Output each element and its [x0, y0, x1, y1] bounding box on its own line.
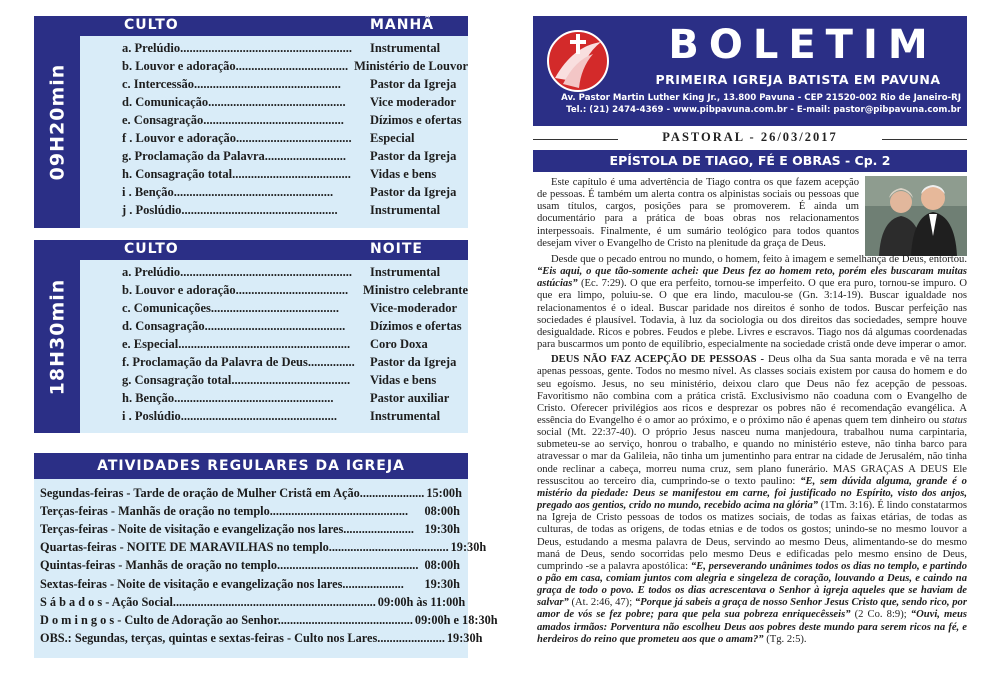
activity-description: Quintas-feiras - Manhãs de oração no templo.............................................. — [40, 558, 419, 573]
morning-service — [34, 16, 468, 228]
morning-order-item — [80, 57, 468, 75]
activity-time: 08:00h — [424, 558, 460, 573]
activity-time: 19:30h — [450, 540, 487, 555]
activity-description: S á b a d o s - Ação Social.................................................................. — [40, 594, 376, 609]
order-item-label: d. Consagração............................................. — [122, 318, 346, 333]
activity-time: 15:00h — [426, 485, 462, 500]
activity-row — [34, 484, 468, 502]
p2-text-b: (Ec. 7:29). O que era perfeito, tornou-se imperfeito. O que era puro, tornou-se impuro. O que era limpo, poluiu-se. O que era lindo, maculou-se (Gn. 3:14-19). Buscar igualdade nos relacionamentos é o ideal. Buscar paridade nos direitos é sonho de todos. Buscar perfeição nas sociedades é plausível. Todavia, à luz da sociologia ou dos direitos das sociedades, sempre houve desigualdade. Ricos e pobres. Feudos e plebe. Livres e escravos. Tiago nos dá algumas coordenadas para buscarmos um ponto de equilíbrio, especialmente na sociedade cristã onde deve imperar o amor. — [537, 278, 967, 351]
order-item-responsible: Instrumental — [370, 40, 441, 55]
activity-time: 19:30h — [424, 521, 460, 536]
evening-culto-label: CULTO — [124, 241, 179, 257]
evening-period-label: NOITE — [370, 241, 423, 257]
order-item-label: e. Especial....................................................... — [122, 336, 351, 351]
bulletin-header — [533, 16, 967, 126]
activity-row — [34, 593, 468, 611]
activity-row — [34, 575, 468, 593]
order-item-label: d. Comunicação............................................ — [122, 94, 346, 109]
order-item-responsible: Ministro celebrante — [363, 282, 468, 297]
activity-time: 08:00h — [424, 503, 460, 518]
activity-description: Sextas-feiras - Noite de visitação e evangelização nos lares.................... — [40, 576, 404, 591]
order-item-label: h. Consagração total...................................... — [122, 166, 351, 181]
pastoral-article — [537, 177, 967, 646]
order-item-responsible: Vidas e bens — [370, 166, 437, 181]
activity-description: Terças-feiras - Noite de visitação e evangelização nos lares....................... — [40, 521, 414, 536]
p3-quote-3: “Porque já sabeis a graça de nosso Senhor Jesus Cristo que, sendo rico, por amor de vós se fez pobre; para que pela sua pobreza enriquecêsseis” — [537, 597, 967, 621]
activities-title: ATIVIDADES REGULARES DA IGREJA — [34, 453, 468, 479]
morning-order-item — [80, 39, 468, 57]
order-item-label: g. Consagração total...................................... — [122, 372, 351, 387]
order-item-responsible: Pastor auxiliar — [370, 390, 450, 405]
morning-order-item — [80, 129, 468, 147]
evening-time-label: 18H30min — [46, 278, 68, 395]
evening-service-header — [80, 240, 468, 260]
p3-quote-4: “Ouvi, meus amados irmãos: Porventura não escolheu Deus aos pobres deste mundo para serem ricos na fé, e herdeiros do reino que prometeu aos que o amam?” — [537, 609, 967, 645]
activity-row — [34, 520, 468, 538]
order-item-responsible: Especial — [370, 130, 415, 145]
order-item-label: i . Poslúdio.................................................. — [122, 408, 337, 423]
church-contact-block — [551, 92, 961, 116]
activity-description: Terças-feiras - Manhãs de oração no templo............................................. — [40, 503, 409, 518]
morning-service-body — [80, 16, 468, 228]
evening-service-body — [80, 240, 468, 433]
p2-quote: “Eis aqui, o que tão-somente achei: que Deus fez ao homem reto, porém eles buscaram muitas astúcias” — [537, 266, 967, 290]
order-item-responsible: Pastor da Igreja — [370, 354, 457, 369]
p2-text-a: Desde que o pecado entrou no mundo, o homem, feito à imagem e semelhança de Deus, entortou. — [551, 253, 967, 265]
order-item-label: c. Intercessão............................................... — [122, 76, 341, 91]
church-name: PRIMEIRA IGREJA BATISTA EM PAVUNA — [655, 72, 941, 87]
order-item-label: i . Benção................................................... — [122, 184, 334, 199]
morning-order-item — [80, 201, 468, 219]
order-item-responsible: Instrumental — [370, 264, 441, 279]
order-item-responsible: Vidas e bens — [370, 372, 437, 387]
evening-order-item — [80, 263, 468, 281]
morning-order-item — [80, 147, 468, 165]
order-item-responsible: Coro Doxa — [370, 336, 428, 351]
p3-text-c: (1Tm. 3:16). É lindo constatarmos na Igreja de Cristo pessoas de todos os matizes sociais, de todas as faixas etárias, de todas as culturas, de todas as origens, de todas etnias e de todos os gostos; unindo-se no mesmo louvor a Deus, estudando a mesma palavra de Deus, servindo ao mesmo Deus, alimentando-se do mesmo maná de Deus, sendo socorridas pelo mesmo Deus e edificadas pelo mesmo ensino de Deus, cumprindo -se a palavra apostólica: — [537, 500, 967, 572]
bulletin-title: BOLETIM — [668, 22, 938, 68]
p3-text-d: (At. 2:46, 47); — [571, 597, 633, 609]
article-title: EPÍSTOLA DE TIAGO, FÉ E OBRAS - Cp. 2 — [533, 150, 967, 172]
evening-order-item — [80, 317, 468, 335]
morning-period-label: MANHÃ — [370, 17, 435, 33]
evening-order-item — [80, 371, 468, 389]
morning-order-item — [80, 165, 468, 183]
pastoral-date-line — [533, 132, 967, 146]
p3-heading: DEUS NÃO FAZ ACEPÇÃO DE PESSOAS - — [551, 354, 765, 366]
order-item-label: b. Louvor e adoração.................................... — [122, 58, 349, 73]
order-item-label: f . Louvor e adoração..................................... — [122, 130, 352, 145]
activity-row — [34, 611, 498, 629]
order-item-responsible: Vice-moderador — [370, 300, 458, 315]
evening-order-item — [80, 389, 468, 407]
order-item-responsible: Vice moderador — [370, 94, 456, 109]
article-intro: Este capítulo é uma advertência de Tiago contra os que fazem acepção de pessoas. É também um alerta contra os alpinistas sociais ou pessoas que usam títulos, cargos, posições para se promoverem. É ainda um documentário para a prática de boas obras nos relacionamentos interpessoais. Finalmente, é um sumário teológico para todos quantos desejam viver o Evangelho de Cristo na plenitude da graça de Deus. — [537, 177, 859, 249]
p3-text-a: Deus olha da Sua santa morada e vê na terra apenas pessoas, gente. Todos no mesmo nível. As classes sociais existem por causa do homem e do seu egoísmo. Jesus, no seu ministério, deixou claro que Deus não fez acepção de pessoas. Favoritismo não combina com a prática cristã. Exclusivismo não coaduna com o Evangelho de Cristo. Oferecer privilégios aos ricos e desprezar os pobres não é recomendação evangélica. A essência do Evangelho é o amor ao próximo, e o próximo não é apenas quem tem dinheiro ou — [537, 354, 968, 426]
activity-description: D o m i n g o s - Culto de Adoração ao Senhor............................................ — [40, 612, 413, 627]
morning-order-list — [80, 36, 468, 219]
evening-order-item — [80, 281, 468, 299]
activities-list — [34, 479, 498, 658]
pastoral-date: PASTORAL - 26/03/2017 — [662, 130, 838, 144]
evening-order-item — [80, 335, 468, 353]
order-item-label: a. Prelúdio....................................................... — [122, 264, 352, 279]
order-item-responsible: Instrumental — [370, 202, 441, 217]
p3-text-b: social (Mt. 22:37-40). O próprio Jesus nasceu numa manjedoura, trabalhou numa carpintaria, submeteu-se ao serviço, honrou o trabalho, e quando no ministério esteve, não tinha barco para atravessar o mar da Galileia, não tinha um jumentinho para entrar na cidade de Jerusalém, não tinha onde reclinar a cabeça, morreu numa cruz, sem plano funerário. MAS GRAÇAS A DEUS Ele ressuscitou ao terceiro dia, cumprindo-se o texto paulino: — [537, 427, 967, 487]
p3-status-word: status — [942, 414, 967, 426]
activity-row — [34, 502, 468, 520]
order-item-responsible: Pastor da Igreja — [370, 184, 457, 199]
church-address: Av. Pastor Martin Luther King Jr., 13.800 Pavuna - CEP 21520-002 Rio de Janeiro-RJ — [561, 93, 961, 103]
activity-row — [34, 630, 483, 648]
order-item-label: h. Benção................................................... — [122, 390, 334, 405]
evening-order-list — [80, 260, 468, 425]
order-item-responsible: Instrumental — [370, 408, 441, 423]
p3-quote-2: “E, perseverando unânimes todos os dias no templo, e partindo o pão em casa, comiam juntos com alegria e singeleza de coração, louvando a Deus, e caindo na graça de todo o povo. E todos os dias acrescentava o Senhor à igreja aqueles que se haviam de salvar” — [537, 560, 968, 609]
morning-time-label: 09H20min — [46, 63, 68, 181]
morning-order-item — [80, 111, 468, 129]
order-item-label: e. Consagração............................................. — [122, 112, 344, 127]
order-item-label: f. Proclamação da Palavra de Deus............... — [122, 354, 355, 369]
order-item-responsible: Dízimos e ofertas — [370, 318, 462, 333]
order-item-label: j . Poslúdio.................................................. — [122, 202, 338, 217]
evening-order-item — [80, 353, 468, 371]
order-item-label: a. Prelúdio....................................................... — [122, 40, 352, 55]
p3-quote-1: “E, sem dúvida alguma, grande é o mistério da piedade: Deus se manifestou em carne, foi justificado no Espírito, visto dos anjos, pregado aos gentios, crido no mundo, recebido acima na glória” — [537, 475, 967, 512]
pastoral-rule-right — [882, 139, 967, 140]
evening-service — [34, 240, 468, 433]
morning-order-item — [80, 75, 468, 93]
order-item-responsible: Pastor da Igreja — [370, 76, 457, 91]
order-item-label: g. Proclamação da Palavra.......................... — [122, 148, 347, 163]
order-item-responsible: Pastor da Igreja — [370, 148, 457, 163]
activity-description: Quartas-feiras - NOITE DE MARAVILHAS no templo....................................... — [40, 540, 449, 555]
order-item-responsible: Dízimos e ofertas — [370, 112, 462, 127]
activity-row — [34, 539, 487, 557]
article-paragraph-3 — [537, 354, 967, 646]
church-logo-icon — [543, 26, 613, 96]
activity-description: Segundas-feiras - Tarde de oração de Mulher Cristã em Ação..................... — [40, 485, 425, 500]
article-paragraph-2 — [537, 254, 967, 351]
p3-text-f: (Tg. 2:5). — [766, 633, 807, 645]
activity-time: 09:00h e 18:30h — [414, 612, 498, 627]
morning-culto-label: CULTO — [124, 17, 179, 33]
order-item-responsible: Ministério de Louvor — [354, 58, 468, 73]
activity-time: 19:30h — [424, 576, 460, 591]
evening-time-sidebar — [34, 240, 80, 433]
morning-order-item — [80, 93, 468, 111]
evening-order-item — [80, 299, 468, 317]
morning-service-header — [80, 16, 468, 36]
morning-order-item — [80, 183, 468, 201]
order-item-label: c. Comunicações......................................... — [122, 300, 339, 315]
activity-time: 09:00h às 11:00h — [377, 594, 466, 609]
activity-time: 19:30h — [446, 631, 483, 646]
evening-order-item — [80, 407, 468, 425]
p3-text-e: (2 Co. 8:9); — [854, 609, 907, 621]
regular-activities — [34, 453, 498, 658]
order-item-label: b. Louvor e adoração.................................... — [122, 282, 349, 297]
activity-row — [34, 557, 468, 575]
morning-time-sidebar — [34, 16, 80, 228]
activity-description: OBS.: Segundas, terças, quintas e sextas-feiras - Culto nos Lares...................... — [40, 631, 445, 646]
church-contact: Tel.: (21) 2474-4369 - www.pibpavuna.com.br - E-mail: pastor@pibpavuna.com.br — [566, 105, 961, 115]
